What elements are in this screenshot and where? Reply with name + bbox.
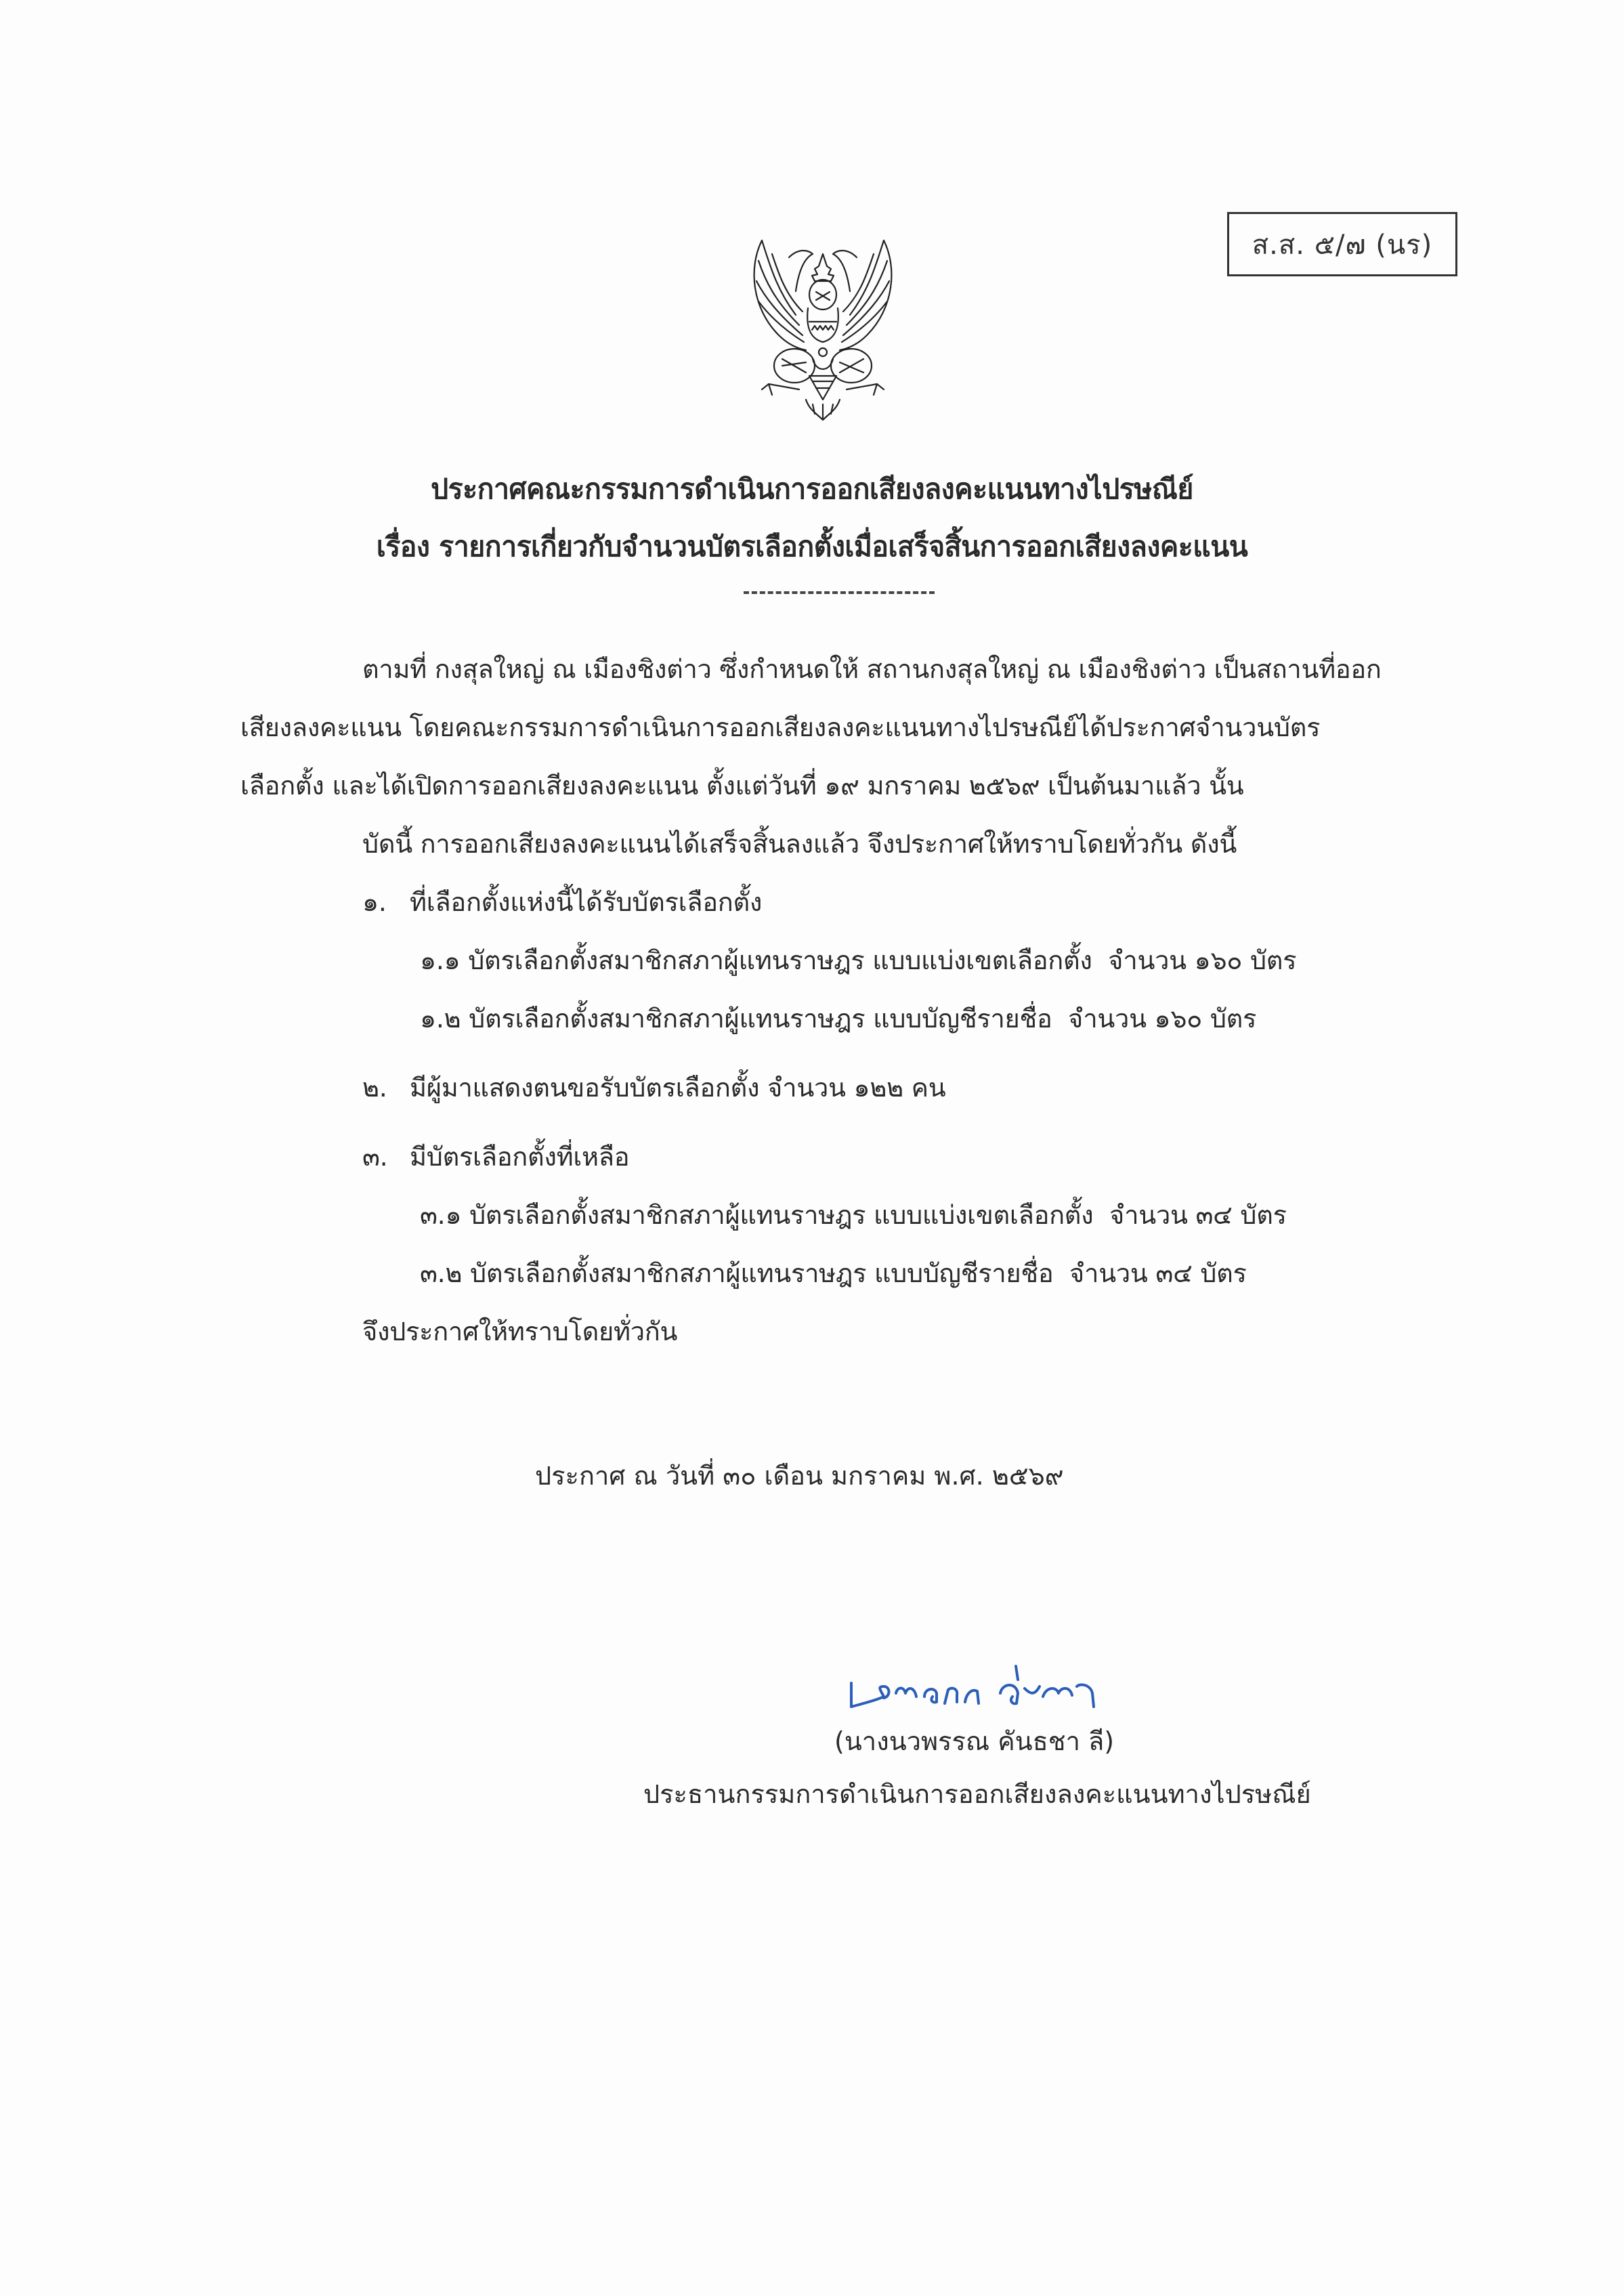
count-unit: บัตร [1210, 1004, 1257, 1034]
announce-line: บัดนี้ การออกเสียงลงคะแนนได้เสร็จสิ้นลงแล้ว จึงประกาศให้ทราบโดยทั่วกัน ดังนี้ [362, 829, 1237, 859]
sub-item-number: ๑.๑ [420, 945, 461, 975]
title-subject-line: เรื่อง รายการเกี่ยวกับจำนวนบัตรเลือกตั้งเมื่อเสร็จสิ้นการออกเสียงลงคะแนน [376, 530, 1248, 563]
intro-line-2: เสียงลงคะแนน โดยคณะกรรมการดำเนินการออกเสียงลงคะแนนทางไปรษณีย์ได้ประกาศจำนวนบัตร [240, 713, 1321, 742]
announcement-date: ประกาศ ณ วันที่ ๓๐ เดือน มกราคม พ.ศ. ๒๕๖๙ [535, 1461, 1064, 1491]
signer-title: ประธานกรรมการดำเนินการออกเสียงลงคะแนนทางไปรษณีย์ [643, 1779, 1311, 1809]
document-title [0, 461, 1624, 576]
title-divider [744, 591, 935, 594]
signer-name: (นางนวพรรณ คันธชา ลี) [834, 1726, 1115, 1756]
sub-item-1-1 [240, 931, 1432, 990]
count-value: ๑๖๐ [1154, 1004, 1203, 1034]
sub-item-number: ๓.๑ [420, 1200, 462, 1230]
sub-item-number: ๓.๒ [420, 1258, 463, 1288]
handwritten-signature [843, 1656, 1114, 1717]
count-value: ๓๔ [1195, 1200, 1233, 1230]
list-item-text: มีบัตรเลือกตั้งที่เหลือ [410, 1142, 630, 1172]
list-item-text: มีผู้มาแสดงตนขอรับบัตรเลือกตั้ง จำนวน ๑๒๒ คน [410, 1073, 946, 1103]
sub-item-text: บัตรเลือกตั้งสมาชิกสภาผู้แทนราษฎร แบบบัญชีรายชื่อ [470, 1258, 1054, 1288]
count-label: จำนวน [1108, 945, 1187, 975]
closing-line: จึงประกาศให้ทราบโดยทั่วกัน [362, 1317, 678, 1346]
document-body [240, 640, 1432, 1361]
sub-item-text: บัตรเลือกตั้งสมาชิกสภาผู้แทนราษฎร แบบแบ่งเขตเลือกตั้ง [469, 1200, 1094, 1230]
intro-line-3: เลือกตั้ง และได้เปิดการออกเสียงลงคะแนน ตั้งแต่วันที่ ๑๙ มกราคม ๒๕๖๙ เป็นต้นมาแล้ว นั้น [240, 771, 1244, 801]
sub-item-text: บัตรเลือกตั้งสมาชิกสภาผู้แทนราษฎร แบบบัญชีรายชื่อ [469, 1004, 1052, 1034]
count-label: จำนวน [1109, 1200, 1188, 1230]
count-unit: บัตร [1249, 945, 1297, 975]
form-code-box [1227, 212, 1457, 276]
count-label: จำนวน [1069, 1258, 1148, 1288]
sub-item-text: บัตรเลือกตั้งสมาชิกสภาผู้แทนราษฎร แบบแบ่งเขตเลือกตั้ง [468, 945, 1092, 975]
count-unit: บัตร [1200, 1258, 1247, 1288]
list-item-3 [240, 1128, 1432, 1186]
count-label: จำนวน [1068, 1004, 1147, 1034]
list-item-number: ๑. [362, 887, 387, 917]
list-item-1 [240, 873, 1432, 931]
count-value: ๑๖๐ [1194, 945, 1243, 975]
form-code: ส.ส. ๕/๗ (นร) [1252, 229, 1433, 261]
garuda-emblem-icon [742, 227, 904, 423]
title-line-1: ประกาศคณะกรรมการดำเนินการออกเสียงลงคะแนนทางไปรษณีย์ [431, 473, 1193, 505]
intro-line-1: ตามที่ กงสุลใหญ่ ณ เมืองชิงต่าว ซึ่งกำหนดให้ สถานกงสุลใหญ่ ณ เมืองชิงต่าว เป็นสถานที่ออก [362, 654, 1382, 684]
sub-item-1-2 [240, 990, 1432, 1048]
list-item-text: ที่เลือกตั้งแห่งนี้ได้รับบัตรเลือกตั้ง [410, 887, 763, 917]
list-item-number: ๒. [362, 1073, 387, 1103]
count-value: ๓๔ [1155, 1258, 1193, 1288]
sub-item-3-1 [240, 1186, 1432, 1244]
sub-item-3-2 [240, 1244, 1432, 1302]
count-unit: บัตร [1240, 1200, 1287, 1230]
sub-item-number: ๑.๒ [420, 1004, 461, 1034]
list-item-2 [240, 1059, 1432, 1117]
list-item-number: ๓. [362, 1142, 388, 1172]
